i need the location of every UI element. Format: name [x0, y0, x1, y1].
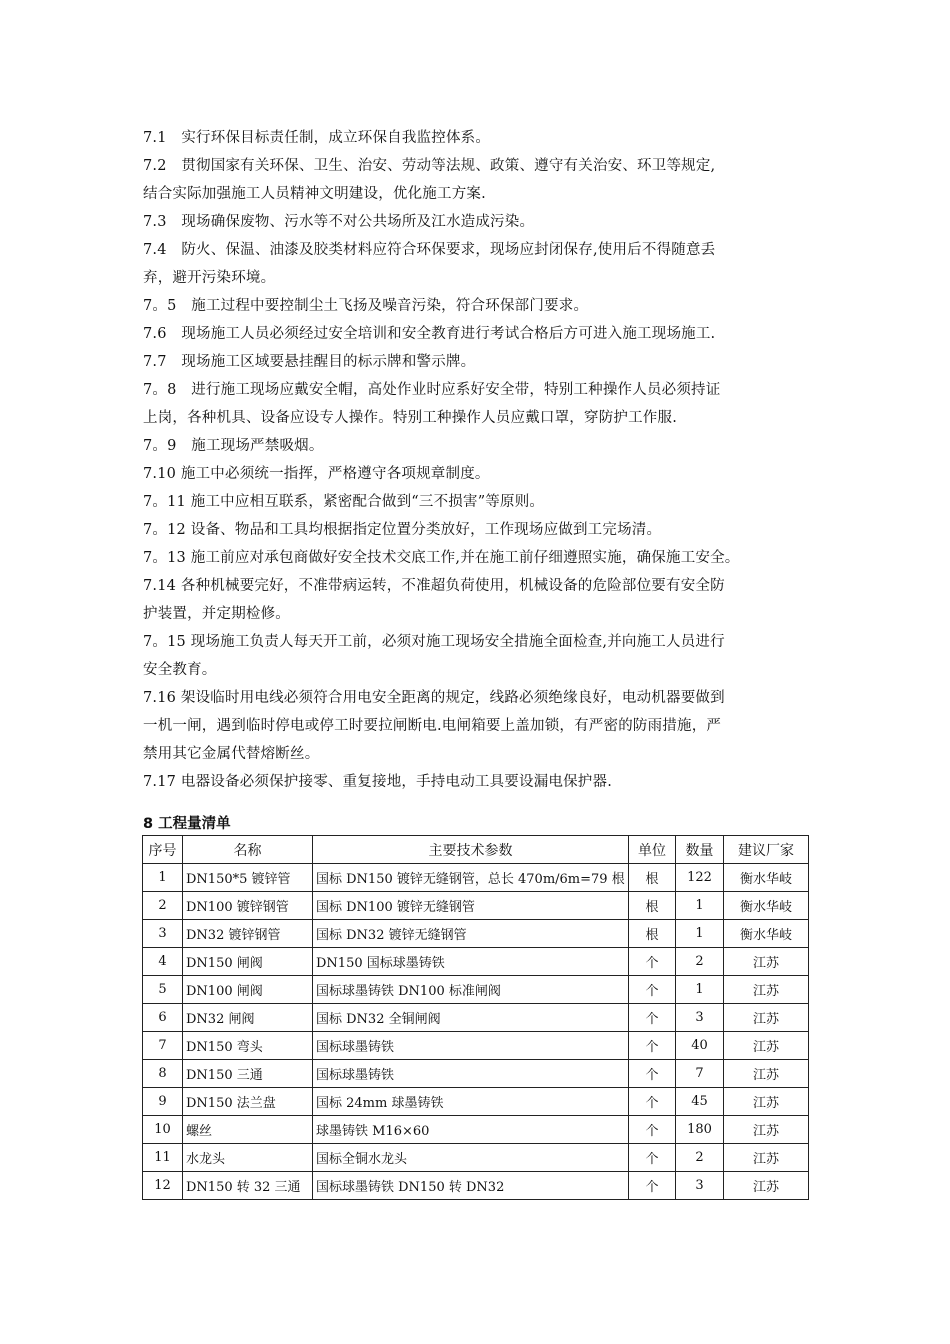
- item-manufacturer-cell: 衡水华岐: [724, 892, 809, 920]
- section-title: 8 工程量清单: [143, 816, 231, 832]
- row-index-cell: 7: [143, 1032, 183, 1060]
- row-index-cell: 3: [143, 920, 183, 948]
- item-manufacturer-cell: 江苏: [724, 1032, 809, 1060]
- clause-line: 7.3 现场确保废物、污水等不对公共场所及江水造成污染。: [143, 214, 535, 230]
- clause-line: 上岗，各种机具、设备应设专人操作。特别工种操作人员应戴口罩，穿防护工作服.: [143, 410, 678, 426]
- item-quantity-cell: 122: [676, 864, 724, 892]
- table-row: [143, 1172, 809, 1200]
- row-index-cell: 1: [143, 864, 183, 892]
- item-quantity-cell: 45: [676, 1088, 724, 1116]
- clause-line: 7。9 施工现场严禁吸烟。: [143, 438, 324, 454]
- clause-list: [143, 124, 823, 796]
- item-spec-cell: 国标 DN32 全铜闸阀: [313, 1004, 629, 1032]
- item-name-cell: DN150 弯头: [183, 1032, 313, 1060]
- clause-line: 7.10 施工中必须统一指挥，严格遵守各项规章制度。: [143, 466, 490, 482]
- item-quantity-cell: 1: [676, 892, 724, 920]
- item-spec-cell: 国标 24mm 球墨铸铁: [313, 1088, 629, 1116]
- item-spec-cell: 国标球墨铸铁 DN100 标准闸阀: [313, 976, 629, 1004]
- item-unit-cell: 个: [629, 1088, 676, 1116]
- table-row: [143, 1144, 809, 1172]
- item-quantity-cell: 1: [676, 976, 724, 1004]
- item-spec-cell: 球墨铸铁 M16×60: [313, 1116, 629, 1144]
- item-name-cell: 螺丝: [183, 1116, 313, 1144]
- row-index-cell: 2: [143, 892, 183, 920]
- item-unit-cell: 根: [629, 892, 676, 920]
- column-header: 序号: [143, 836, 183, 864]
- item-unit-cell: 个: [629, 1144, 676, 1172]
- clause-line: 7。11 施工中应相互联系，紧密配合做到“三不损害”等原则。: [143, 494, 545, 510]
- item-quantity-cell: 2: [676, 948, 724, 976]
- clause-line: 7。8 进行施工现场应戴安全帽，高处作业时应系好安全带，特别工种操作人员必须持证: [143, 382, 721, 398]
- item-name-cell: DN150 法兰盘: [183, 1088, 313, 1116]
- table-row: [143, 864, 809, 892]
- table-body: [143, 864, 809, 1200]
- clause-line: 7.6 现场施工人员必须经过安全培训和安全教育进行考试合格后方可进入施工现场施工.: [143, 326, 716, 342]
- item-unit-cell: 个: [629, 1172, 676, 1200]
- item-unit-cell: 个: [629, 948, 676, 976]
- column-header: 名称: [183, 836, 313, 864]
- row-index-cell: 11: [143, 1144, 183, 1172]
- item-manufacturer-cell: 衡水华岐: [724, 864, 809, 892]
- item-name-cell: DN150 转 32 三通: [183, 1172, 313, 1200]
- item-unit-cell: 个: [629, 976, 676, 1004]
- item-manufacturer-cell: 江苏: [724, 1144, 809, 1172]
- clause-line: 一机一闸，遇到临时停电或停工时要拉闸断电.电闸箱要上盖加锁，有严密的防雨措施，严: [143, 718, 722, 734]
- item-unit-cell: 根: [629, 864, 676, 892]
- table-row: [143, 1116, 809, 1144]
- clause-line: 7.1 实行环保目标责任制，成立环保自我监控体系。: [143, 130, 491, 146]
- item-name-cell: DN32 闸阀: [183, 1004, 313, 1032]
- item-spec-cell: 国标全铜水龙头: [313, 1144, 629, 1172]
- item-quantity-cell: 1: [676, 920, 724, 948]
- item-spec-cell: 国标 DN32 镀锌无缝钢管: [313, 920, 629, 948]
- item-quantity-cell: 2: [676, 1144, 724, 1172]
- clause-line: 7.2 贯彻国家有关环保、卫生、治安、劳动等法规、政策、遵守有关治安、环卫等规定,: [143, 158, 716, 174]
- table-row: [143, 892, 809, 920]
- item-name-cell: DN150 闸阀: [183, 948, 313, 976]
- item-name-cell: DN100 闸阀: [183, 976, 313, 1004]
- item-quantity-cell: 3: [676, 1172, 724, 1200]
- table-row: [143, 1032, 809, 1060]
- row-index-cell: 9: [143, 1088, 183, 1116]
- clause-line: 7。5 施工过程中要控制尘土飞扬及噪音污染，符合环保部门要求。: [143, 298, 589, 314]
- column-header: 主要技术参数: [313, 836, 629, 864]
- item-quantity-cell: 3: [676, 1004, 724, 1032]
- item-name-cell: DN32 镀锌钢管: [183, 920, 313, 948]
- clause-line: 护装置，并定期检修。: [143, 606, 290, 622]
- item-unit-cell: 个: [629, 1060, 676, 1088]
- clause-line: 7.16 架设临时用电线必须符合用电安全距离的规定，线路必须绝缘良好，电动机器要做到: [143, 690, 725, 706]
- row-index-cell: 10: [143, 1116, 183, 1144]
- item-unit-cell: 根: [629, 920, 676, 948]
- item-spec-cell: 国标球墨铸铁: [313, 1032, 629, 1060]
- item-spec-cell: 国标 DN100 镀锌无缝钢管: [313, 892, 629, 920]
- item-manufacturer-cell: 衡水华岐: [724, 920, 809, 948]
- item-quantity-cell: 40: [676, 1032, 724, 1060]
- item-manufacturer-cell: 江苏: [724, 976, 809, 1004]
- item-manufacturer-cell: 江苏: [724, 1088, 809, 1116]
- item-unit-cell: 个: [629, 1032, 676, 1060]
- item-spec-cell: 国标球墨铸铁: [313, 1060, 629, 1088]
- row-index-cell: 4: [143, 948, 183, 976]
- table-row: [143, 948, 809, 976]
- table-row: [143, 1060, 809, 1088]
- row-index-cell: 6: [143, 1004, 183, 1032]
- item-spec-cell: 国标 DN150 镀锌无缝钢管，总长 470m/6m=79 根: [313, 864, 629, 892]
- bill-of-quantities-table: [142, 835, 809, 1200]
- row-index-cell: 5: [143, 976, 183, 1004]
- item-manufacturer-cell: 江苏: [724, 1004, 809, 1032]
- item-spec-cell: DN150 国标球墨铸铁: [313, 948, 629, 976]
- table-row: [143, 976, 809, 1004]
- item-quantity-cell: 7: [676, 1060, 724, 1088]
- item-quantity-cell: 180: [676, 1116, 724, 1144]
- clause-line: 弃，避开污染环境。: [143, 270, 276, 286]
- item-name-cell: DN150 三通: [183, 1060, 313, 1088]
- clause-line: 7.17 电器设备必须保护接零、重复接地，手持电动工具要设漏电保护器.: [143, 774, 613, 790]
- item-unit-cell: 个: [629, 1116, 676, 1144]
- item-name-cell: 水龙头: [183, 1144, 313, 1172]
- clause-line: 7。12 设备、物品和工具均根据指定位置分类放好，工作现场应做到工完场清。: [143, 522, 662, 538]
- item-name-cell: DN100 镀锌钢管: [183, 892, 313, 920]
- table-row: [143, 1004, 809, 1032]
- table-row: [143, 920, 809, 948]
- item-manufacturer-cell: 江苏: [724, 1060, 809, 1088]
- row-index-cell: 12: [143, 1172, 183, 1200]
- item-unit-cell: 个: [629, 1004, 676, 1032]
- clause-line: 7.14 各种机械要完好，不准带病运转，不准超负荷使用，机械设备的危险部位要有安全防: [143, 578, 725, 594]
- column-header: 单位: [629, 836, 676, 864]
- row-index-cell: 8: [143, 1060, 183, 1088]
- clause-line: 7。15 现场施工负责人每天开工前，必须对施工现场安全措施全面检查,并向施工人员进行: [143, 634, 725, 650]
- item-manufacturer-cell: 江苏: [724, 948, 809, 976]
- column-header: 数量: [676, 836, 724, 864]
- clause-line: 7。13 施工前应对承包商做好安全技术交底工作,并在施工前仔细遵照实施，确保施工安全。: [143, 550, 740, 566]
- item-manufacturer-cell: 江苏: [724, 1172, 809, 1200]
- item-name-cell: DN150*5 镀锌管: [183, 864, 313, 892]
- clause-line: 安全教育。: [143, 662, 217, 678]
- item-spec-cell: 国标球墨铸铁 DN150 转 DN32: [313, 1172, 629, 1200]
- table-row: [143, 1088, 809, 1116]
- item-manufacturer-cell: 江苏: [724, 1116, 809, 1144]
- column-header: 建议厂家: [724, 836, 809, 864]
- clause-line: 结合实际加强施工人员精神文明建设，优化施工方案.: [143, 186, 486, 202]
- clause-line: 禁用其它金属代替熔断丝。: [143, 746, 320, 762]
- clause-line: 7.4 防火、保温、油漆及胶类材料应符合环保要求，现场应封闭保存,使用后不得随意丢: [143, 242, 716, 258]
- table-header-row: [143, 836, 809, 864]
- clause-line: 7.7 现场施工区域要悬挂醒目的标示牌和警示牌。: [143, 354, 476, 370]
